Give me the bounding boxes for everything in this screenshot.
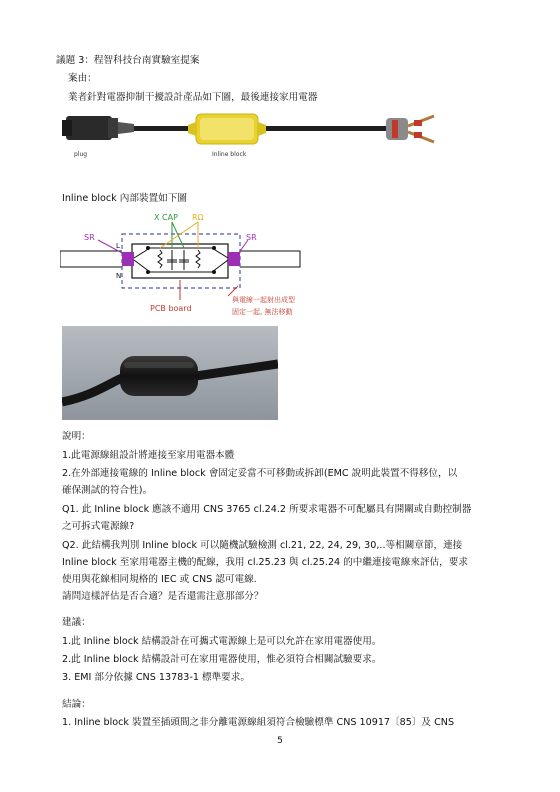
xcap-label: X CAP <box>154 213 178 222</box>
question1-line1: Q1. 此 Inline block 應該不適用 CNS 3765 cl.24.2 所要求電器不可配屬具有開關或自動控制器 <box>62 504 472 515</box>
inline-block-diagram <box>60 208 360 322</box>
suggestion-1: 1.此 Inline block 結構設計在可攜式電源線上是可以允許在家用電器使用。 <box>62 636 382 647</box>
question2-line2: Inline block 至家用電器主機的配線，我用 cl.25.23 與 cl.25.24 的中繼連接電線來評估，要求 <box>62 557 468 568</box>
product-photo <box>62 104 502 176</box>
explanation-label: 說明： <box>62 431 91 442</box>
l-label: L <box>116 242 120 250</box>
pcb-board-label: PCB board <box>150 304 192 313</box>
suggestion-2: 2.此 Inline block 結構設計可在家用電器使用，惟必須符合相關試驗要求。 <box>62 654 382 665</box>
question3: 請問這樣評估是否合適？是否還需注意那部分？ <box>62 591 264 602</box>
page-number: 5 <box>277 736 283 746</box>
inline-block-label: Inline block <box>212 151 247 158</box>
reason-text: 業者針對電器抑制干擾設計產品如下圖，最後連接家用電器 <box>68 92 318 103</box>
question2-line1: Q2. 此結構我判別 Inline block 可以隨機試驗檢測 cl.21, 22, 24, 29, 30,..等相關章節，連接 <box>62 540 463 551</box>
suggestion-label: 建議： <box>62 617 91 628</box>
sr-left-label: SR <box>84 233 95 242</box>
document-title: 議題 3：程智科技台南實驗室提案 <box>56 55 200 66</box>
figure2-caption: Inline block 內部裝置如下圖 <box>62 193 187 204</box>
explanation-p2b: 確保測試的符合性)。 <box>62 485 153 496</box>
n-label: N <box>116 272 122 280</box>
molded-note-line2: 固定一起, 無法移動 <box>232 308 293 316</box>
reason-label: 案由： <box>68 73 97 84</box>
explanation-p1: 1.此電源線組設計將連接至家用電器本體 <box>62 450 235 461</box>
suggestion-3: 3. EMI 部分依據 CNS 13783-1 標準要求。 <box>62 672 250 683</box>
r-omega-label: RΩ <box>192 213 204 222</box>
conclusion-1: 1. Inline block 裝置至插頭間之非分離電源線組須符合檢驗標準 CNS 10917〔85〕及 CNS <box>62 717 455 728</box>
sr-right-label: SR <box>246 233 257 242</box>
plug-label: plug <box>74 151 88 158</box>
conclusion-label: 結論： <box>62 699 91 710</box>
question1-line2: 之可拆式電源線? <box>62 521 135 532</box>
explanation-p2a: 2.在外部連接電線的 Inline block 會固定妥當不可移動或拆卸(EMC 說明此裝置不得移位，以 <box>62 468 458 479</box>
ferrite-cable-photo <box>62 326 278 420</box>
question2-line3: 使用與花線相同規格的 IEC 或 CNS 認可電線. <box>62 574 257 585</box>
molded-note-line1: 與電線一起射出成型 <box>232 296 295 304</box>
